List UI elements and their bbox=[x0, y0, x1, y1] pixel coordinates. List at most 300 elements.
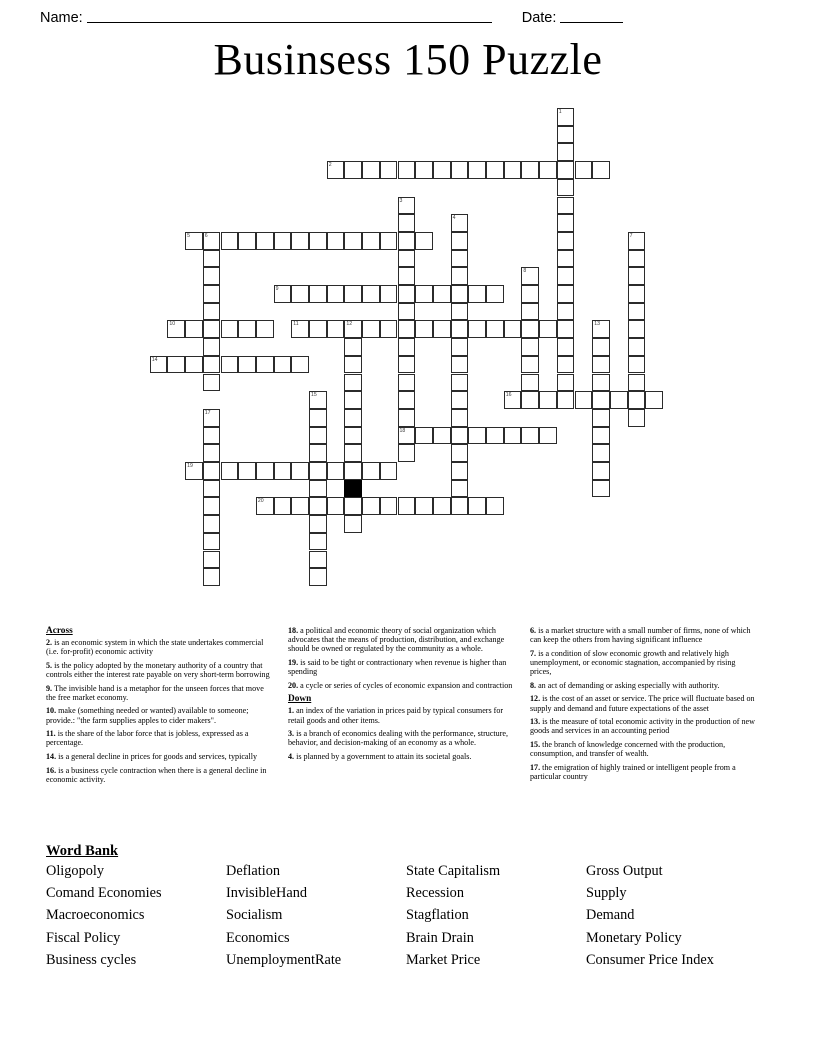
crossword-cell[interactable] bbox=[362, 285, 380, 303]
clue-number: 6. bbox=[530, 626, 539, 635]
clue-text: is a branch of economics dealing with the performance, structure, behavior, and decision-making of an economy as a whole. bbox=[288, 729, 509, 748]
clue-number: 16. bbox=[46, 765, 59, 775]
crossword-cell[interactable] bbox=[203, 568, 221, 586]
crossword-cell[interactable] bbox=[185, 320, 203, 338]
crossword-cell-number: 10 bbox=[169, 321, 176, 328]
crossword-cell[interactable] bbox=[274, 462, 292, 480]
crossword-cell-number: 13 bbox=[594, 321, 600, 328]
crossword-cell[interactable] bbox=[433, 161, 451, 179]
crossword-cell[interactable] bbox=[521, 391, 539, 409]
crossword-cell[interactable] bbox=[468, 320, 486, 338]
crossword-cell[interactable] bbox=[291, 285, 309, 303]
crossword-cell[interactable] bbox=[557, 197, 575, 215]
page-title: Businsess 150 Puzzle bbox=[213, 35, 603, 84]
crossword-cell[interactable] bbox=[451, 374, 469, 392]
crossword-cell[interactable] bbox=[203, 356, 221, 374]
crossword-cell-number: 17 bbox=[204, 409, 211, 416]
crossword-cell[interactable] bbox=[415, 427, 433, 445]
crossword-cell[interactable] bbox=[557, 303, 575, 321]
clue-number: 15. bbox=[530, 739, 543, 749]
name-write-line[interactable] bbox=[87, 21, 492, 23]
clue-column-2 bbox=[288, 626, 530, 788]
crossword-cell[interactable] bbox=[362, 497, 380, 515]
name-label: Name: bbox=[40, 10, 83, 26]
crossword-cell[interactable] bbox=[628, 250, 646, 268]
crossword-cell[interactable] bbox=[486, 161, 504, 179]
clue-across-18 bbox=[288, 626, 516, 654]
crossword-cell[interactable] bbox=[327, 462, 345, 480]
clue-text: is the measure of total economic activity in the production of new goods and services in an accounting period bbox=[530, 717, 755, 736]
crossword-cell[interactable] bbox=[504, 320, 522, 338]
clue-number: 12. bbox=[530, 694, 543, 704]
clue-column-1 bbox=[46, 626, 288, 788]
crossword-grid[interactable] bbox=[132, 108, 692, 598]
clue-across-9 bbox=[46, 684, 274, 702]
crossword-cell[interactable] bbox=[362, 232, 380, 250]
crossword-cell[interactable] bbox=[221, 462, 239, 480]
crossword-cell[interactable] bbox=[398, 303, 416, 321]
crossword-cell[interactable] bbox=[398, 427, 416, 445]
clue-number: 8. bbox=[530, 680, 539, 690]
crossword-cell[interactable] bbox=[451, 285, 469, 303]
clue-down-8 bbox=[530, 681, 758, 690]
across-heading: Across bbox=[46, 626, 73, 636]
crossword-cell[interactable] bbox=[628, 303, 646, 321]
crossword-cell[interactable] bbox=[203, 285, 221, 303]
crossword-cell[interactable] bbox=[327, 320, 345, 338]
crossword-cell[interactable] bbox=[256, 320, 274, 338]
crossword-cell-number: 5 bbox=[187, 232, 190, 239]
crossword-cell[interactable] bbox=[592, 409, 610, 427]
crossword-cell[interactable] bbox=[433, 427, 451, 445]
crossword-cell[interactable] bbox=[557, 320, 575, 338]
crossword-cell[interactable] bbox=[309, 568, 327, 586]
crossword-cell[interactable] bbox=[274, 232, 292, 250]
crossword-cell[interactable] bbox=[557, 214, 575, 232]
crossword-cell[interactable] bbox=[221, 320, 239, 338]
word-bank-item: Comand Economies bbox=[46, 885, 162, 902]
crossword-cell[interactable] bbox=[468, 497, 486, 515]
crossword-cell[interactable] bbox=[628, 374, 646, 392]
crossword-cell[interactable] bbox=[256, 497, 274, 515]
crossword-cell[interactable] bbox=[291, 320, 309, 338]
clue-across-14 bbox=[46, 752, 274, 761]
crossword-cell[interactable] bbox=[327, 285, 345, 303]
crossword-cell[interactable] bbox=[451, 161, 469, 179]
crossword-blocked-cell bbox=[344, 480, 362, 498]
crossword-cell[interactable] bbox=[362, 462, 380, 480]
clue-across-19 bbox=[288, 658, 516, 676]
crossword-cell-number: 16 bbox=[505, 392, 512, 399]
crossword-cell[interactable] bbox=[256, 232, 274, 250]
crossword-cell[interactable] bbox=[557, 356, 575, 374]
crossword-cell[interactable] bbox=[344, 462, 362, 480]
crossword-cell[interactable] bbox=[344, 161, 362, 179]
crossword-cell-number: 15 bbox=[311, 392, 317, 399]
crossword-cell[interactable] bbox=[557, 285, 575, 303]
crossword-cell[interactable] bbox=[309, 533, 327, 551]
crossword-cell[interactable] bbox=[291, 356, 309, 374]
crossword-cell[interactable] bbox=[521, 303, 539, 321]
crossword-cell[interactable] bbox=[203, 551, 221, 569]
crossword-cell[interactable] bbox=[415, 320, 433, 338]
word-bank-item: Demand bbox=[586, 907, 635, 924]
crossword-cell[interactable] bbox=[592, 374, 610, 392]
crossword-cell[interactable] bbox=[344, 391, 362, 409]
crossword-cell[interactable] bbox=[256, 462, 274, 480]
crossword-cell[interactable] bbox=[291, 497, 309, 515]
crossword-cell[interactable] bbox=[628, 409, 646, 427]
clue-text: the branch of knowledge concerned with the production, consumption, and transfer of wealth. bbox=[530, 739, 726, 759]
crossword-cell[interactable] bbox=[539, 320, 557, 338]
crossword-cell[interactable] bbox=[557, 267, 575, 285]
crossword-cell[interactable] bbox=[203, 480, 221, 498]
crossword-cell[interactable] bbox=[344, 497, 362, 515]
crossword-cell[interactable] bbox=[380, 285, 398, 303]
name-date-header bbox=[0, 0, 816, 26]
crossword-cell[interactable] bbox=[557, 108, 575, 126]
crossword-cell[interactable] bbox=[203, 250, 221, 268]
crossword-cell[interactable] bbox=[557, 232, 575, 250]
crossword-cell[interactable] bbox=[309, 232, 327, 250]
clue-column-3 bbox=[530, 626, 772, 788]
clue-down-15 bbox=[530, 740, 758, 758]
crossword-cell[interactable] bbox=[486, 320, 504, 338]
crossword-cell[interactable] bbox=[415, 497, 433, 515]
crossword-cell[interactable] bbox=[451, 338, 469, 356]
crossword-cell-number: 11 bbox=[293, 321, 299, 328]
crossword-cell[interactable] bbox=[592, 427, 610, 445]
crossword-cell[interactable] bbox=[628, 267, 646, 285]
crossword-cell[interactable] bbox=[398, 374, 416, 392]
crossword-cell[interactable] bbox=[557, 250, 575, 268]
clue-across-5 bbox=[46, 661, 274, 679]
word-bank-item: Stagflation bbox=[406, 907, 469, 924]
crossword-cell[interactable] bbox=[521, 285, 539, 303]
crossword-cell[interactable] bbox=[203, 338, 221, 356]
crossword-cell[interactable] bbox=[557, 391, 575, 409]
crossword-cell[interactable] bbox=[274, 497, 292, 515]
crossword-cell[interactable] bbox=[380, 497, 398, 515]
crossword-cell[interactable] bbox=[327, 497, 345, 515]
crossword-cell[interactable] bbox=[398, 391, 416, 409]
crossword-cell[interactable] bbox=[203, 497, 221, 515]
crossword-cell[interactable] bbox=[557, 338, 575, 356]
date-label: Date: bbox=[521, 10, 557, 26]
crossword-cell[interactable] bbox=[344, 444, 362, 462]
crossword-cell[interactable] bbox=[433, 320, 451, 338]
crossword-cell[interactable] bbox=[433, 285, 451, 303]
clue-number: 17. bbox=[530, 762, 543, 772]
crossword-cell[interactable] bbox=[309, 497, 327, 515]
crossword-cell-number: 7 bbox=[629, 232, 633, 239]
crossword-cell[interactable] bbox=[344, 409, 362, 427]
crossword-cell[interactable] bbox=[557, 143, 575, 161]
crossword-cell[interactable] bbox=[645, 391, 663, 409]
crossword-cell[interactable] bbox=[451, 267, 469, 285]
crossword-cell[interactable] bbox=[451, 356, 469, 374]
clue-text: is the cost of an asset or service. The price will fluctuate based on supply and demand and future expectations of the asset bbox=[530, 694, 755, 713]
crossword-cell[interactable] bbox=[203, 303, 221, 321]
clue-number: 7. bbox=[530, 648, 539, 658]
crossword-cell[interactable] bbox=[309, 551, 327, 569]
crossword-cell[interactable] bbox=[221, 356, 239, 374]
crossword-cell[interactable] bbox=[185, 356, 203, 374]
crossword-cell[interactable] bbox=[451, 444, 469, 462]
crossword-cell[interactable] bbox=[575, 391, 593, 409]
crossword-cell[interactable] bbox=[203, 462, 221, 480]
clue-number: 9. bbox=[46, 683, 55, 693]
crossword-cell[interactable] bbox=[203, 409, 221, 427]
crossword-cell[interactable] bbox=[592, 391, 610, 409]
crossword-cell[interactable] bbox=[521, 161, 539, 179]
word-bank-item: Market Price bbox=[406, 951, 481, 968]
crossword-cell[interactable] bbox=[309, 409, 327, 427]
crossword-cell[interactable] bbox=[185, 462, 203, 480]
clue-text: is said to be tight or contractionary when revenue is higher than spending bbox=[288, 658, 507, 677]
word-bank-item: Oligopoly bbox=[46, 863, 104, 879]
crossword-cell[interactable] bbox=[344, 232, 362, 250]
crossword-cell[interactable] bbox=[557, 126, 575, 144]
clue-number: 19. bbox=[288, 658, 301, 667]
crossword-cell[interactable] bbox=[203, 374, 221, 392]
clue-text: is a condition of slow economic growth and relatively high unemployment, or economic stagnation, accompanied by rising prices, bbox=[530, 648, 736, 677]
crossword-cell-number: 3 bbox=[399, 197, 403, 204]
clue-text: is a general decline in prices for goods and services, typically bbox=[58, 751, 258, 761]
clue-text: a cycle or series of cycles of economic expansion and contraction bbox=[300, 680, 513, 690]
crossword-cell[interactable] bbox=[238, 320, 256, 338]
crossword-cell[interactable] bbox=[398, 250, 416, 268]
word-bank-list bbox=[46, 862, 772, 970]
crossword-cell[interactable] bbox=[486, 497, 504, 515]
crossword-cell[interactable] bbox=[628, 320, 646, 338]
crossword-cell[interactable] bbox=[521, 320, 539, 338]
crossword-cell[interactable] bbox=[274, 285, 292, 303]
crossword-cell[interactable] bbox=[398, 338, 416, 356]
crossword-cell[interactable] bbox=[238, 232, 256, 250]
clue-number: 11. bbox=[46, 729, 58, 739]
clue-text: The invisible hand is a metaphor for the unseen forces that move the free market economy. bbox=[46, 683, 264, 702]
clue-number: 4. bbox=[288, 751, 297, 761]
crossword-cell[interactable] bbox=[398, 320, 416, 338]
crossword-cell[interactable] bbox=[291, 232, 309, 250]
crossword-cell[interactable] bbox=[504, 427, 522, 445]
crossword-cell[interactable] bbox=[256, 356, 274, 374]
word-bank-item: Consumer Price Index bbox=[586, 951, 714, 968]
crossword-cell[interactable] bbox=[380, 320, 398, 338]
crossword-cell[interactable] bbox=[398, 161, 416, 179]
word-bank-item: Gross Output bbox=[586, 863, 663, 879]
crossword-cell[interactable] bbox=[150, 356, 168, 374]
crossword-cell[interactable] bbox=[309, 320, 327, 338]
crossword-cell[interactable] bbox=[362, 161, 380, 179]
crossword-cell[interactable] bbox=[344, 515, 362, 533]
crossword-cell[interactable] bbox=[309, 285, 327, 303]
crossword-cell[interactable] bbox=[344, 338, 362, 356]
clue-number: 10. bbox=[46, 706, 59, 716]
crossword-cell[interactable] bbox=[203, 320, 221, 338]
crossword-cell[interactable] bbox=[309, 444, 327, 462]
crossword-cell[interactable] bbox=[238, 356, 256, 374]
crossword-cell[interactable] bbox=[468, 427, 486, 445]
crossword-cell[interactable] bbox=[203, 515, 221, 533]
crossword-cell[interactable] bbox=[451, 391, 469, 409]
crossword-cell[interactable] bbox=[451, 232, 469, 250]
crossword-cell-number: 20 bbox=[257, 498, 264, 505]
crossword-cell[interactable] bbox=[398, 214, 416, 232]
crossword-cell[interactable] bbox=[628, 338, 646, 356]
word-bank-section bbox=[46, 843, 772, 970]
clues-section bbox=[46, 626, 772, 788]
crossword-cell[interactable] bbox=[557, 179, 575, 197]
crossword-cell[interactable] bbox=[309, 480, 327, 498]
crossword-cell[interactable] bbox=[362, 320, 380, 338]
word-bank-item: Deflation bbox=[226, 863, 280, 879]
crossword-cell[interactable] bbox=[167, 356, 185, 374]
crossword-cell[interactable] bbox=[327, 232, 345, 250]
crossword-cell[interactable] bbox=[451, 497, 469, 515]
crossword-cell[interactable] bbox=[592, 356, 610, 374]
crossword-cell[interactable] bbox=[468, 285, 486, 303]
crossword-cell[interactable] bbox=[291, 462, 309, 480]
crossword-cell[interactable] bbox=[221, 232, 239, 250]
word-bank-item: Monetary Policy bbox=[586, 929, 682, 946]
crossword-cell-number: 1 bbox=[558, 109, 562, 115]
crossword-cell[interactable] bbox=[344, 374, 362, 392]
crossword-cell[interactable] bbox=[592, 320, 610, 338]
crossword-cell[interactable] bbox=[167, 320, 185, 338]
clue-down-3 bbox=[288, 729, 516, 747]
crossword-cell[interactable] bbox=[398, 197, 416, 215]
word-bank-item: Brain Drain bbox=[406, 929, 474, 946]
crossword-cell[interactable] bbox=[344, 427, 362, 445]
crossword-cell[interactable] bbox=[203, 444, 221, 462]
clue-text: is a market structure with a small number of firms, none of which can keep the others from having significant influence bbox=[530, 626, 751, 645]
crossword-cell[interactable] bbox=[451, 320, 469, 338]
crossword-cell[interactable] bbox=[592, 161, 610, 179]
clue-number: 1. bbox=[288, 706, 297, 716]
crossword-cell[interactable] bbox=[309, 515, 327, 533]
crossword-cell[interactable] bbox=[398, 267, 416, 285]
crossword-cell[interactable] bbox=[486, 427, 504, 445]
crossword-cell[interactable] bbox=[380, 161, 398, 179]
crossword-cell[interactable] bbox=[344, 356, 362, 374]
word-bank-item: State Capitalism bbox=[406, 863, 501, 879]
crossword-cell[interactable] bbox=[398, 356, 416, 374]
crossword-cell[interactable] bbox=[203, 427, 221, 445]
crossword-cell[interactable] bbox=[203, 533, 221, 551]
clue-text: is a business cycle contraction when there is a general decline in economic activity. bbox=[46, 765, 267, 784]
crossword-cell-number: 12 bbox=[346, 321, 353, 328]
crossword-cell[interactable] bbox=[185, 232, 203, 250]
crossword-cell[interactable] bbox=[398, 409, 416, 427]
clue-across-16 bbox=[46, 766, 274, 784]
crossword-cell[interactable] bbox=[451, 303, 469, 321]
crossword-cell[interactable] bbox=[203, 232, 221, 250]
crossword-cell[interactable] bbox=[451, 462, 469, 480]
crossword-cell[interactable] bbox=[451, 427, 469, 445]
crossword-cell-number: 2 bbox=[328, 162, 332, 169]
word-bank-item: Macroeconomics bbox=[46, 907, 145, 924]
crossword-cell[interactable] bbox=[451, 409, 469, 427]
crossword-cell-number: 19 bbox=[187, 463, 193, 469]
crossword-cell[interactable] bbox=[628, 356, 646, 374]
crossword-cell[interactable] bbox=[415, 285, 433, 303]
clue-text: is the share of the labor force that is jobless, expressed as a percentage. bbox=[46, 729, 249, 748]
crossword-cell[interactable] bbox=[274, 356, 292, 374]
crossword-cell[interactable] bbox=[539, 391, 557, 409]
crossword-cell[interactable] bbox=[415, 232, 433, 250]
crossword-cell[interactable] bbox=[575, 161, 593, 179]
crossword-cell[interactable] bbox=[628, 391, 646, 409]
crossword-cell[interactable] bbox=[521, 374, 539, 392]
crossword-cell[interactable] bbox=[557, 161, 575, 179]
crossword-cell[interactable] bbox=[486, 285, 504, 303]
crossword-cell-number: 8 bbox=[523, 268, 527, 275]
clue-number: 20. bbox=[288, 680, 301, 690]
crossword-cell[interactable] bbox=[309, 462, 327, 480]
crossword-cell[interactable] bbox=[521, 427, 539, 445]
crossword-cell[interactable] bbox=[592, 462, 610, 480]
crossword-cell[interactable] bbox=[504, 391, 522, 409]
crossword-cell[interactable] bbox=[327, 161, 345, 179]
clue-number: 18. bbox=[288, 626, 301, 635]
crossword-cell[interactable] bbox=[398, 232, 416, 250]
crossword-cell[interactable] bbox=[592, 444, 610, 462]
crossword-cell[interactable] bbox=[521, 267, 539, 285]
word-bank-item: Economics bbox=[226, 929, 290, 946]
down-heading: Down bbox=[288, 694, 312, 705]
word-bank-item: InvisibleHand bbox=[226, 885, 307, 902]
crossword-cell[interactable] bbox=[592, 480, 610, 498]
clue-text: an act of demanding or asking especially with authority. bbox=[538, 680, 720, 690]
word-bank-title: Word Bank bbox=[46, 843, 119, 859]
crossword-cell[interactable] bbox=[451, 480, 469, 498]
crossword-cell[interactable] bbox=[380, 462, 398, 480]
crossword-cell[interactable] bbox=[398, 497, 416, 515]
crossword-cell[interactable] bbox=[451, 214, 469, 232]
crossword-cell[interactable] bbox=[398, 444, 416, 462]
crossword-cell[interactable] bbox=[309, 391, 327, 409]
crossword-cell[interactable] bbox=[415, 161, 433, 179]
crossword-cell[interactable] bbox=[398, 285, 416, 303]
crossword-cell[interactable] bbox=[433, 497, 451, 515]
crossword-cell[interactable] bbox=[468, 161, 486, 179]
crossword-cell[interactable] bbox=[539, 161, 557, 179]
date-write-line[interactable] bbox=[560, 21, 623, 23]
crossword-cell[interactable] bbox=[592, 338, 610, 356]
clue-down-17 bbox=[530, 763, 758, 781]
crossword-cell[interactable] bbox=[539, 427, 557, 445]
crossword-cell[interactable] bbox=[521, 356, 539, 374]
crossword-cell[interactable] bbox=[344, 320, 362, 338]
crossword-cell[interactable] bbox=[521, 338, 539, 356]
crossword-cell[interactable] bbox=[628, 232, 646, 250]
clue-text: a political and economic theory of social organization which advocates that the means of production, distribution, and exchange should be owned or regulated by the community as a whole. bbox=[288, 626, 505, 654]
clue-down-7 bbox=[530, 649, 758, 677]
crossword-cell[interactable] bbox=[344, 285, 362, 303]
crossword-cell[interactable] bbox=[557, 374, 575, 392]
crossword-cell[interactable] bbox=[309, 427, 327, 445]
crossword-cell[interactable] bbox=[380, 232, 398, 250]
crossword-cell[interactable] bbox=[610, 391, 628, 409]
crossword-cell[interactable] bbox=[504, 161, 522, 179]
clue-text: the emigration of highly trained or intelligent people from a particular country bbox=[530, 762, 736, 781]
crossword-cell[interactable] bbox=[203, 267, 221, 285]
crossword-cell[interactable] bbox=[238, 462, 256, 480]
crossword-cell[interactable] bbox=[451, 250, 469, 268]
crossword-cell[interactable] bbox=[628, 285, 646, 303]
